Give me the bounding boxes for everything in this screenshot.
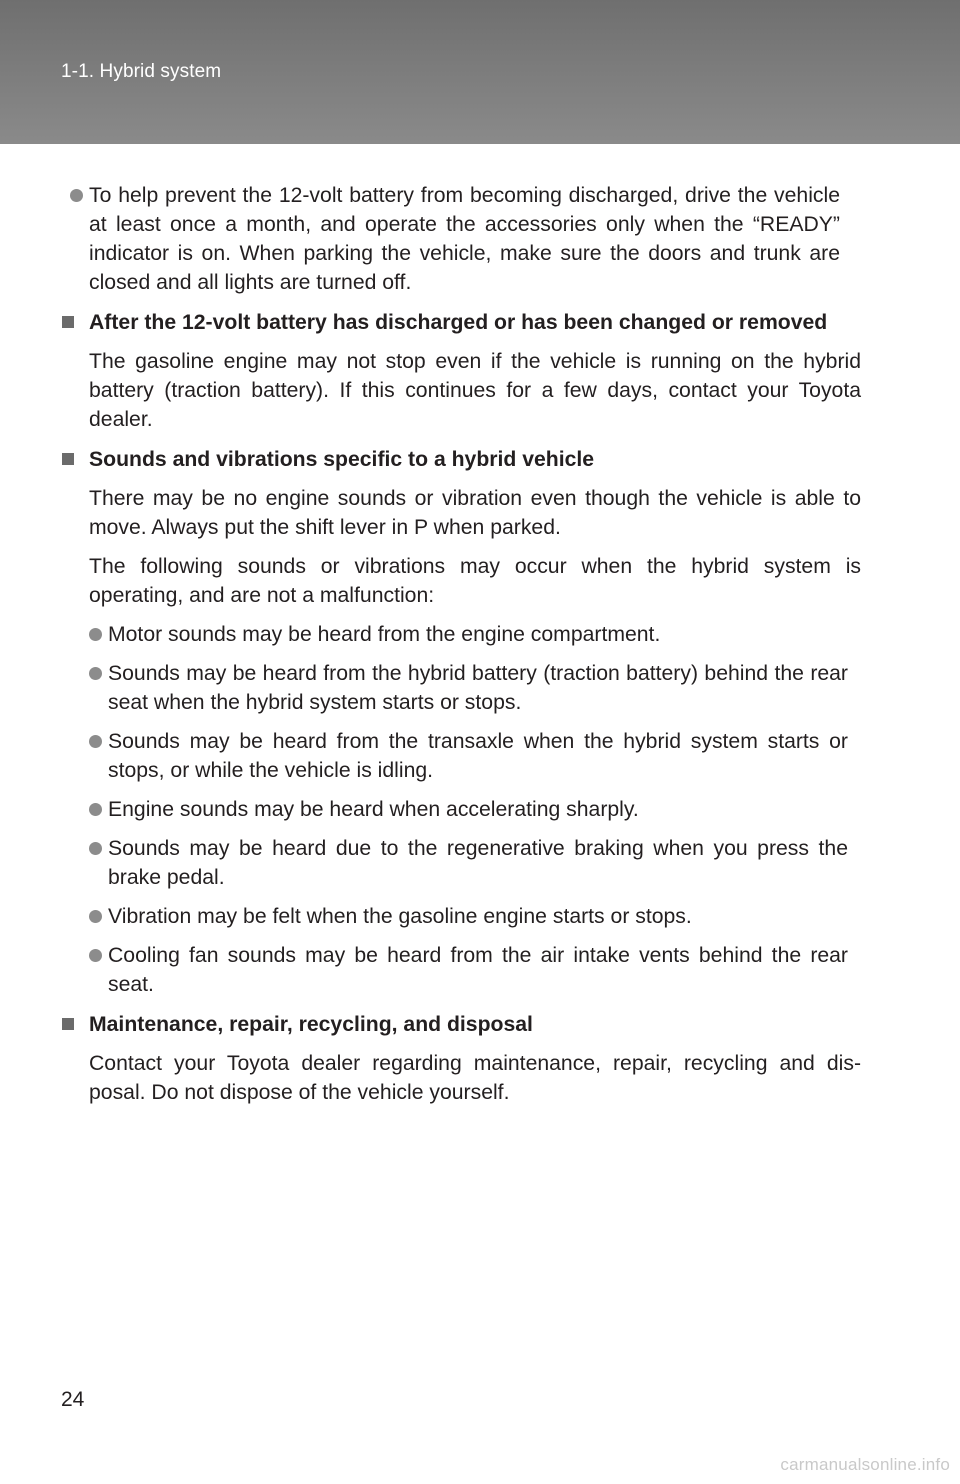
bullet-dot-icon bbox=[89, 842, 102, 855]
section-heading-12v-battery bbox=[62, 308, 861, 337]
bullet-dot-icon bbox=[89, 628, 102, 641]
bullet-dot-icon bbox=[89, 949, 102, 962]
list-item bbox=[89, 659, 848, 717]
bullet-dot-icon bbox=[89, 735, 102, 748]
bullet-text: Cooling fan sounds may be heard from the air intake vents behind the rear seat. bbox=[108, 944, 848, 996]
intro-bullet bbox=[70, 181, 840, 297]
list-item bbox=[89, 902, 848, 931]
heading-square-icon bbox=[62, 316, 74, 328]
bullet-dot-icon bbox=[89, 803, 102, 816]
bullet-text: Sounds may be heard from the hybrid battery (traction battery) behind the rear seat when the hybrid system starts or stops. bbox=[108, 662, 848, 714]
list-item bbox=[89, 727, 848, 785]
list-item bbox=[89, 795, 848, 824]
list-item bbox=[89, 941, 848, 999]
heading-square-icon bbox=[62, 453, 74, 465]
section-title: 1-1. Hybrid system bbox=[61, 61, 222, 82]
bullet-text: To help prevent the 12-volt battery from becoming discharged, drive the vehicle at least once a month, and operate the accessories only when the “READY” indicator is on. When parking the vehicle, make sure the doors and trunk are closed and all lights are turned off. bbox=[89, 184, 840, 294]
bullet-text: Engine sounds may be heard when accelerating sharply. bbox=[108, 798, 639, 821]
heading-square-icon bbox=[62, 1018, 74, 1030]
section-heading-text: After the 12-volt battery has discharged or has been changed or removed bbox=[89, 311, 828, 334]
bullet-text: Motor sounds may be heard from the engine compartment. bbox=[108, 623, 661, 646]
watermark: carmanualsonline.info bbox=[780, 1455, 950, 1474]
page-number: 24 bbox=[61, 1388, 85, 1411]
section-heading-maintenance bbox=[62, 1010, 861, 1039]
paragraph: Contact your Toyota dealer regarding maintenance, repair, recycling and dis-posal. Do not dispose of the vehicle yourself. bbox=[89, 1052, 861, 1104]
paragraph: The following sounds or vibrations may occur when the hybrid system is operating, and are not a malfunction: bbox=[89, 555, 861, 607]
paragraph: There may be no engine sounds or vibration even though the vehicle is able to move. Always put the shift lever in P when parked. bbox=[89, 487, 861, 539]
section-heading-text: Maintenance, repair, recycling, and disposal bbox=[89, 1013, 533, 1036]
bullet-dot-icon bbox=[89, 667, 102, 680]
bullet-text: Sounds may be heard due to the regenerative braking when you press the brake pedal. bbox=[108, 837, 848, 889]
section-heading-text: Sounds and vibrations specific to a hybrid vehicle bbox=[89, 448, 595, 471]
bullet-dot-icon bbox=[70, 189, 83, 202]
page-header bbox=[0, 0, 960, 144]
bullet-text: Sounds may be heard from the transaxle when the hybrid system starts or stops, or while the vehicle is idling. bbox=[108, 730, 848, 782]
bullet-dot-icon bbox=[89, 910, 102, 923]
paragraph: The gasoline engine may not stop even if the vehicle is running on the hybrid battery (traction battery). If this continues for a few days, contact your Toyota dealer. bbox=[89, 350, 861, 431]
bullet-text: Vibration may be felt when the gasoline engine starts or stops. bbox=[108, 905, 692, 928]
list-item bbox=[89, 620, 848, 649]
list-item bbox=[89, 834, 848, 892]
section-heading-sounds bbox=[62, 445, 861, 474]
page-content bbox=[89, 181, 861, 1107]
